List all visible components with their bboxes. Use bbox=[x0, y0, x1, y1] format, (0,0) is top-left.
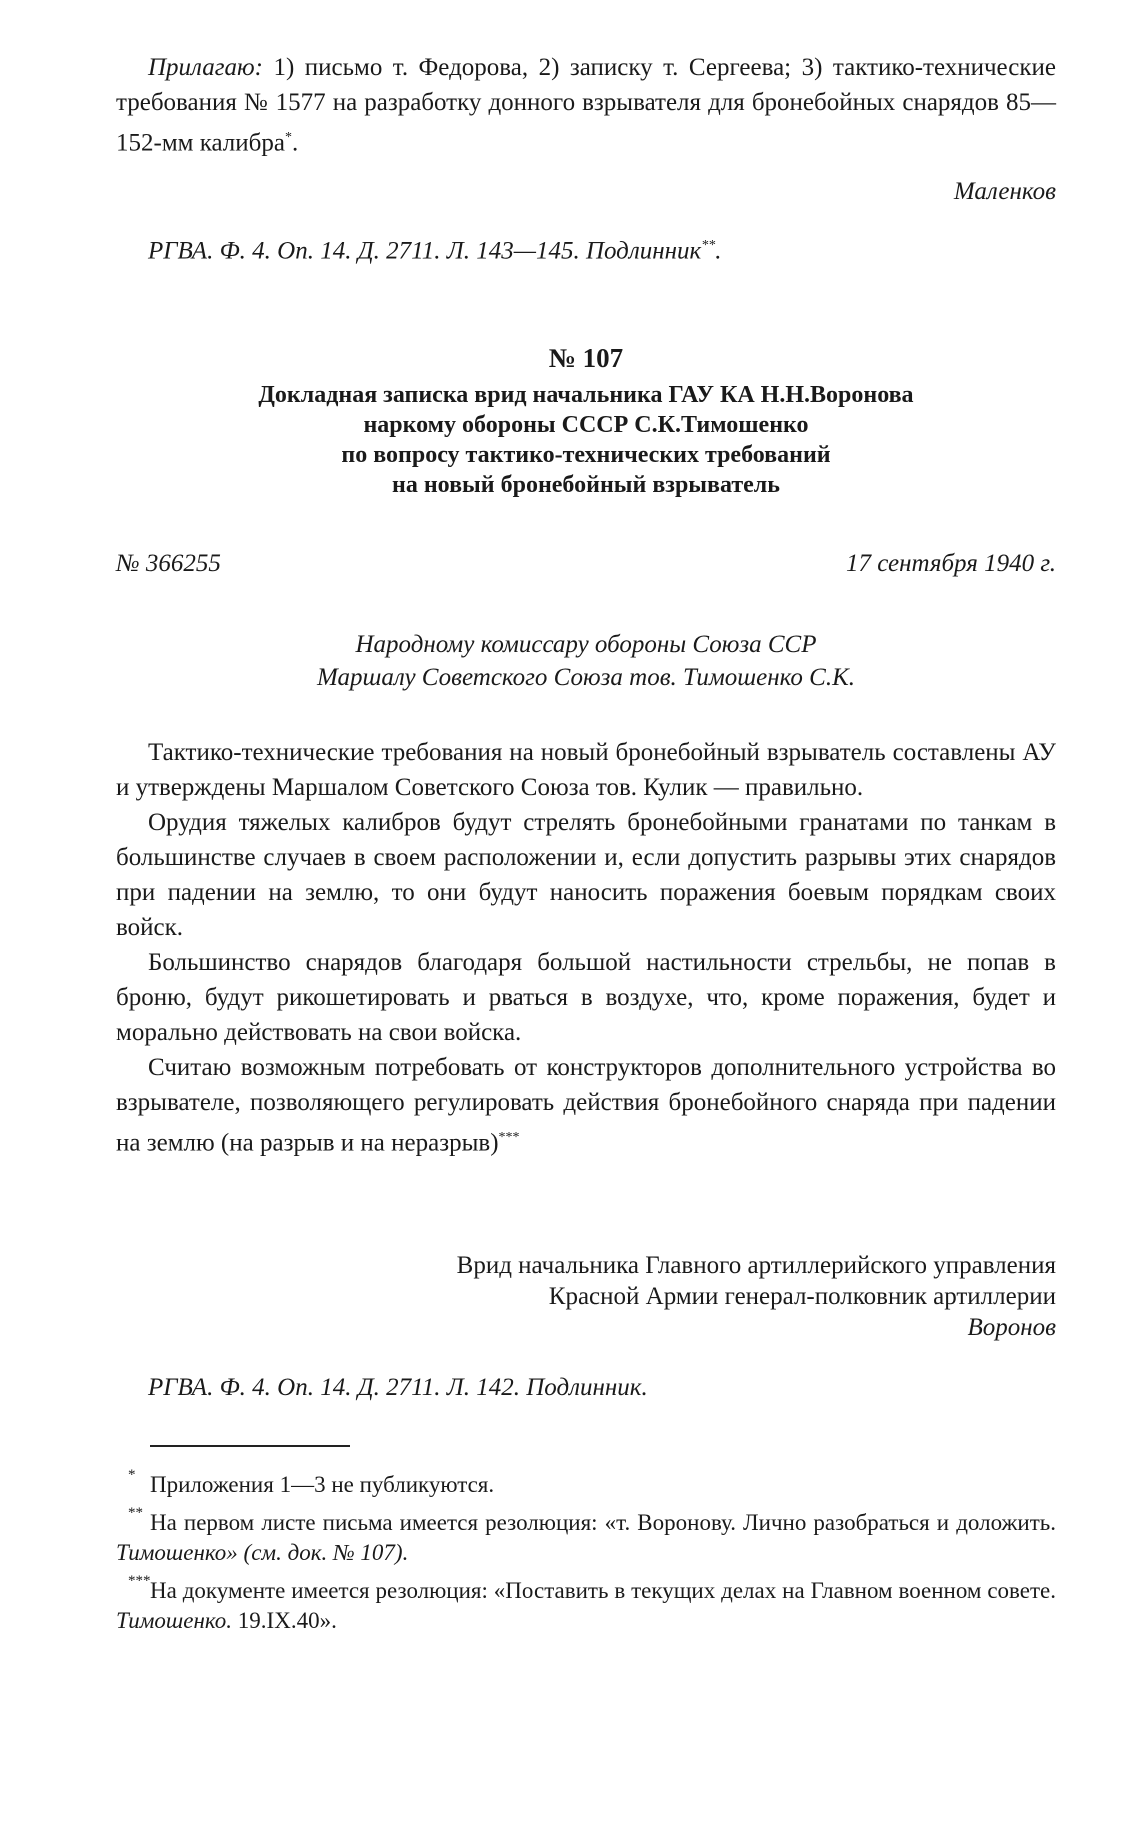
last-paragraph-text: Считаю возможным потребовать от конструкторов дополнительного устройства во взрывателе, позволяющего регулировать действия бронебойного снаряда при падении на землю (на разрыв и на неразрыв) bbox=[116, 1054, 1056, 1157]
footnote-1-text: Приложения 1—3 не публикуются. bbox=[150, 1472, 495, 1497]
footnote-2 bbox=[116, 1505, 1056, 1568]
previous-signature: Маленков bbox=[953, 178, 1056, 205]
body-paragraph: Большинство снарядов благодаря большой настильности стрельбы, не попав в броню, будут рикошетировать и рваться в воздухе, что, кроме поражения, будет и морально действовать на свои войска. bbox=[116, 949, 1056, 1046]
footnote-divider bbox=[150, 1445, 350, 1447]
footnote-3 bbox=[116, 1573, 1056, 1636]
previous-source-text: РГВА. Ф. 4. Оп. 14. Д. 2711. Л. 143—145. Подлинник bbox=[148, 237, 702, 265]
attach-text: 1) письмо т. Федорова, 2) записку т. Сергеева; 3) тактико-технические требования № 1577 на разработку донного взрывателя для бронебойных снарядов 85—152-мм калибра bbox=[116, 54, 1056, 157]
document-source-row bbox=[116, 1370, 1056, 1405]
document-source: РГВА. Ф. 4. Оп. 14. Д. 2711. Л. 142. Подлинник. bbox=[148, 1374, 648, 1401]
signer-line: Красной Армии генерал-полковник артиллерии bbox=[548, 1283, 1056, 1310]
footnote-3-italic: Тимошенко. bbox=[116, 1608, 233, 1633]
footnote-2-text: На первом листе письма имеется резолюция: «т. Воронову. Лично разобраться и доложить. bbox=[150, 1510, 1056, 1535]
document-date: 17 сентября 1940 г. bbox=[845, 550, 1056, 577]
addressee-line: Маршалу Советского Союза тов. Тимошенко С.К. bbox=[317, 664, 855, 691]
addressee-line: Народному комиссару обороны Союза ССР bbox=[355, 631, 817, 658]
title-line: на новый бронебойный взрыватель bbox=[392, 472, 780, 498]
addressee-block bbox=[116, 628, 1056, 694]
previous-source bbox=[116, 228, 1056, 268]
previous-source-row bbox=[116, 228, 1056, 268]
document-heading bbox=[116, 342, 1056, 500]
footnote-3-text: На документе имеется резолюция: «Поставить в текущих делах на Главном военном совете. bbox=[150, 1578, 1056, 1603]
previous-source-end: . bbox=[715, 237, 722, 265]
signer-name: Воронов bbox=[967, 1314, 1056, 1341]
title-line: Докладная записка врид начальника ГАУ КА Н.Н.Воронова bbox=[258, 382, 914, 408]
footnote-ref-3: *** bbox=[498, 1130, 520, 1145]
previous-signature-row bbox=[116, 178, 1056, 212]
footnote-1 bbox=[116, 1467, 1056, 1500]
body-paragraph: Орудия тяжелых калибров будут стрелять бронебойными гранатами по танкам в большинстве случаев в своем расположении и, если допустить разрывы этих снарядов при падении на землю, то они будут наносить поражения боевым порядкам своих войск. bbox=[116, 809, 1056, 941]
attachments-paragraph bbox=[116, 50, 1056, 160]
footnote-2-mark: ** bbox=[128, 1505, 143, 1521]
body-paragraph bbox=[116, 1050, 1056, 1160]
footnote-ref-2: ** bbox=[701, 238, 716, 253]
signer-block bbox=[116, 1250, 1056, 1343]
body-paragraph: Тактико-технические требования на новый бронебойный взрыватель составлены АУ и утверждены Маршалом Советского Союза тов. Кулик — правильно. bbox=[116, 739, 1056, 801]
footnote-1-mark: * bbox=[128, 1467, 136, 1483]
title-line: по вопросу тактико-технических требований bbox=[341, 442, 831, 468]
signer-line: Врид начальника Главного артиллерийского управления bbox=[456, 1252, 1056, 1279]
registration-row bbox=[116, 550, 1056, 578]
footnote-3-mark: *** bbox=[128, 1573, 151, 1589]
attach-end: . bbox=[291, 129, 299, 157]
body-text bbox=[116, 735, 1056, 1160]
attachments-block bbox=[116, 50, 1056, 160]
footnotes-block bbox=[116, 1467, 1056, 1636]
title-line: наркому обороны СССР С.К.Тимошенко bbox=[363, 412, 809, 438]
footnote-ref-1: * bbox=[284, 130, 292, 145]
registration-number: № 366255 bbox=[116, 550, 221, 577]
attach-label: Прилагаю: bbox=[148, 54, 263, 81]
footnote-2-italic: Тимошенко» (см. док. № 107). bbox=[116, 1540, 409, 1565]
document-number: № 107 bbox=[548, 343, 624, 373]
footnote-3-end: 19.IX.40». bbox=[232, 1608, 337, 1633]
